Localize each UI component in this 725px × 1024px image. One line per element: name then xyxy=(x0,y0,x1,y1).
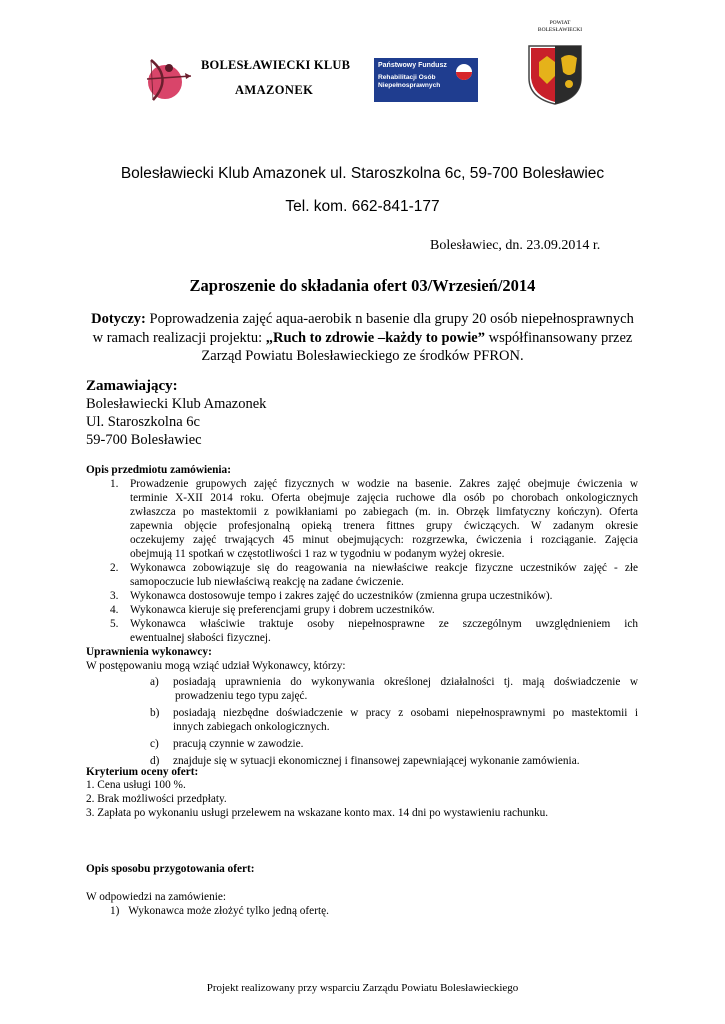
document-title: Zaproszenie do składania ofert 03/Wrzesień/2014 xyxy=(189,276,536,295)
list-item-line: pracują czynnie w zawodzie. xyxy=(173,738,304,750)
project-name: „Ruch to zdrowie –każdy to powie” xyxy=(265,329,485,346)
list-item-letter: d) xyxy=(150,755,160,767)
list-item-line: posiadają niezbędne doświadczenie w pracy z osobami niepełnosprawnymi po mastektomii i xyxy=(173,707,638,719)
list-item-line: Wykonawca dostosowuje tempo i zakres zajęć do uczestników (zmienna grupa uczestników). xyxy=(130,590,553,602)
preparation-item-number: 1) xyxy=(110,905,120,917)
powiat-line2: BOLESŁAWIECKI xyxy=(537,27,583,33)
orderer-line-2: Ul. Staroszkolna 6c xyxy=(86,414,200,430)
topic-line1 xyxy=(60,310,665,329)
preparation-item xyxy=(110,904,329,918)
powiat-line1: POWIAT xyxy=(549,20,571,26)
club-logo xyxy=(143,52,358,110)
pfron-line2: Rehabilitacji Osób xyxy=(378,74,436,81)
orderer-heading: Zamawiający: xyxy=(86,378,178,394)
criteria-line-3: 3. Zapłata po wykonaniu usługi przelewem na wskazane konto max. 14 dni po wystawieniu rachunku. xyxy=(86,807,549,819)
preparation-intro: W odpowiedzi na zamówienie: xyxy=(86,891,227,903)
club-logo-line1: BOLESŁAWIECKI KLUB xyxy=(201,58,351,72)
list-item-line: innych zabiegach onkologicznych. xyxy=(173,721,330,733)
list-item-line: samopoczucie lub niewłaściwą reakcję na zadane ćwiczenie. xyxy=(130,576,404,588)
list-item-line: Wykonawca zobowiązuje się do reagowania na niewłaściwe reakcje fizyczne uczestników zajęć - złe xyxy=(130,562,638,574)
list-item-line: znajduje się w sytuacji ekonomicznej i finansowej zapewniającej wykonanie zamówienia. xyxy=(173,755,580,767)
list-item-line: zapewnia objęcie profesjonalną opieką trenera fittnes grupy ćwiczących. W zadanym okresie xyxy=(130,520,638,532)
list-item xyxy=(150,675,638,703)
list-item xyxy=(110,477,638,561)
list-item-line: posiadają uprawnienia do wykonywania określonej działalności tj. mają doświadczenie w xyxy=(173,676,638,688)
list-item-line: Wykonawca kieruje się preferencjami grupy i dobrem uczestników. xyxy=(130,604,435,616)
list-item-line: zwłaszcza po mastektomii z powikłaniami po zabiegach (m. in. Obrzęk limfatyczny kończyn). Oferta xyxy=(130,506,638,518)
description-heading: Opis przedmiotu zamówienia: xyxy=(86,464,231,476)
preparation-item-text: Wykonawca może złożyć tylko jedną ofertę. xyxy=(128,905,329,917)
topic-line2-end: współfinansowany przez xyxy=(484,329,633,346)
orderer-line-1: Bolesławiecki Klub Amazonek xyxy=(86,396,267,412)
list-item-line: Wykonawca właściwie traktuje osoby niepełnosprawne ze szczególnym uwzględnieniem ich xyxy=(130,618,638,630)
list-item xyxy=(150,754,638,768)
topic-label: Dotyczy: xyxy=(91,311,146,327)
list-item xyxy=(150,737,638,751)
powiat-label xyxy=(520,20,600,34)
pfron-emblem-icon xyxy=(456,64,472,80)
pfron-line1: Państwowy Fundusz xyxy=(378,62,447,69)
list-item-number: 1. xyxy=(110,478,119,490)
list-item-number: 2. xyxy=(110,562,119,574)
archer-icon xyxy=(143,54,193,104)
topic-line3: Zarząd Powiatu Bolesławieckiego ze środków PFRON. xyxy=(201,348,524,364)
criteria-heading: Kryterium oceny ofert: xyxy=(86,766,199,778)
topic-line1-text: Poprowadzenia zajęć aqua-aerobik n basenie dla grupy 20 osób niepełnosprawnych xyxy=(145,311,634,327)
list-item-letter: c) xyxy=(150,738,159,750)
list-item-number: 5. xyxy=(110,618,119,630)
phone-line: Tel. kom. 662-841-177 xyxy=(285,198,440,215)
topic-line2-start: w ramach realizacji projektu: xyxy=(92,329,266,346)
footer-text: Projekt realizowany przy wsparciu Zarządu Powiatu Bolesławieckiego xyxy=(206,982,519,994)
permissions-list xyxy=(150,675,638,768)
list-item-line: ewentualnej słabości fizycznej. xyxy=(130,632,271,644)
list-item-line: Prowadzenie grupowych zajęć fizycznych w wodzie na basenie. Zakres zajęć obejmuje ćwiczenia w xyxy=(130,478,638,490)
list-item-line: terminie X-XII 2014 roku. Oferta obejmuje zajęcia ruchowe dla osób po chorobach onkologicznych xyxy=(130,492,638,504)
pfron-line2-3 xyxy=(378,74,440,90)
coat-of-arms-icon xyxy=(527,44,583,106)
topic-line2 xyxy=(60,329,665,348)
pfron-logo xyxy=(374,58,478,102)
list-item-line: prowadzeniu tego typu zajęć. xyxy=(175,690,308,702)
pfron-line3: Niepełnosprawnych xyxy=(378,82,441,89)
topic-block xyxy=(60,310,665,366)
list-item-line: oczekujemy zajęć trwających 45 minut obejmujących: rozgrzewka, ćwiczenia i rozciąganie. Zajęcia xyxy=(130,534,638,546)
list-item xyxy=(110,589,638,603)
list-item xyxy=(110,603,638,617)
criteria-line-2: 2. Brak możliwości przedpłaty. xyxy=(86,793,227,805)
list-item-line: obejmują 11 spotkań w częstotliwości 1 raz w tygodniu w podanym wyżej okresie. xyxy=(130,548,505,560)
list-item xyxy=(110,561,638,589)
list-item-number: 4. xyxy=(110,604,119,616)
club-logo-line2: AMAZONEK xyxy=(235,83,314,97)
permissions-intro: W postępowaniu mogą wziąć udział Wykonawcy, którzy: xyxy=(86,660,346,672)
list-item xyxy=(150,706,638,734)
permissions-heading: Uprawnienia wykonawcy: xyxy=(86,646,212,658)
address-line: Bolesławiecki Klub Amazonek ul. Staroszkolna 6c, 59-700 Bolesławiec xyxy=(120,165,605,182)
list-item-number: 3. xyxy=(110,590,119,602)
preparation-heading: Opis sposobu przygotowania ofert: xyxy=(86,863,255,875)
list-item xyxy=(110,617,638,645)
criteria-line-1: 1. Cena usługi 100 %. xyxy=(86,779,186,791)
list-item-letter: b) xyxy=(150,707,160,719)
list-item-letter: a) xyxy=(150,676,159,688)
orderer-line-3: 59-700 Bolesławiec xyxy=(86,432,202,448)
description-list xyxy=(110,477,638,645)
date-line: Bolesławiec, dn. 23.09.2014 r. xyxy=(430,238,601,253)
